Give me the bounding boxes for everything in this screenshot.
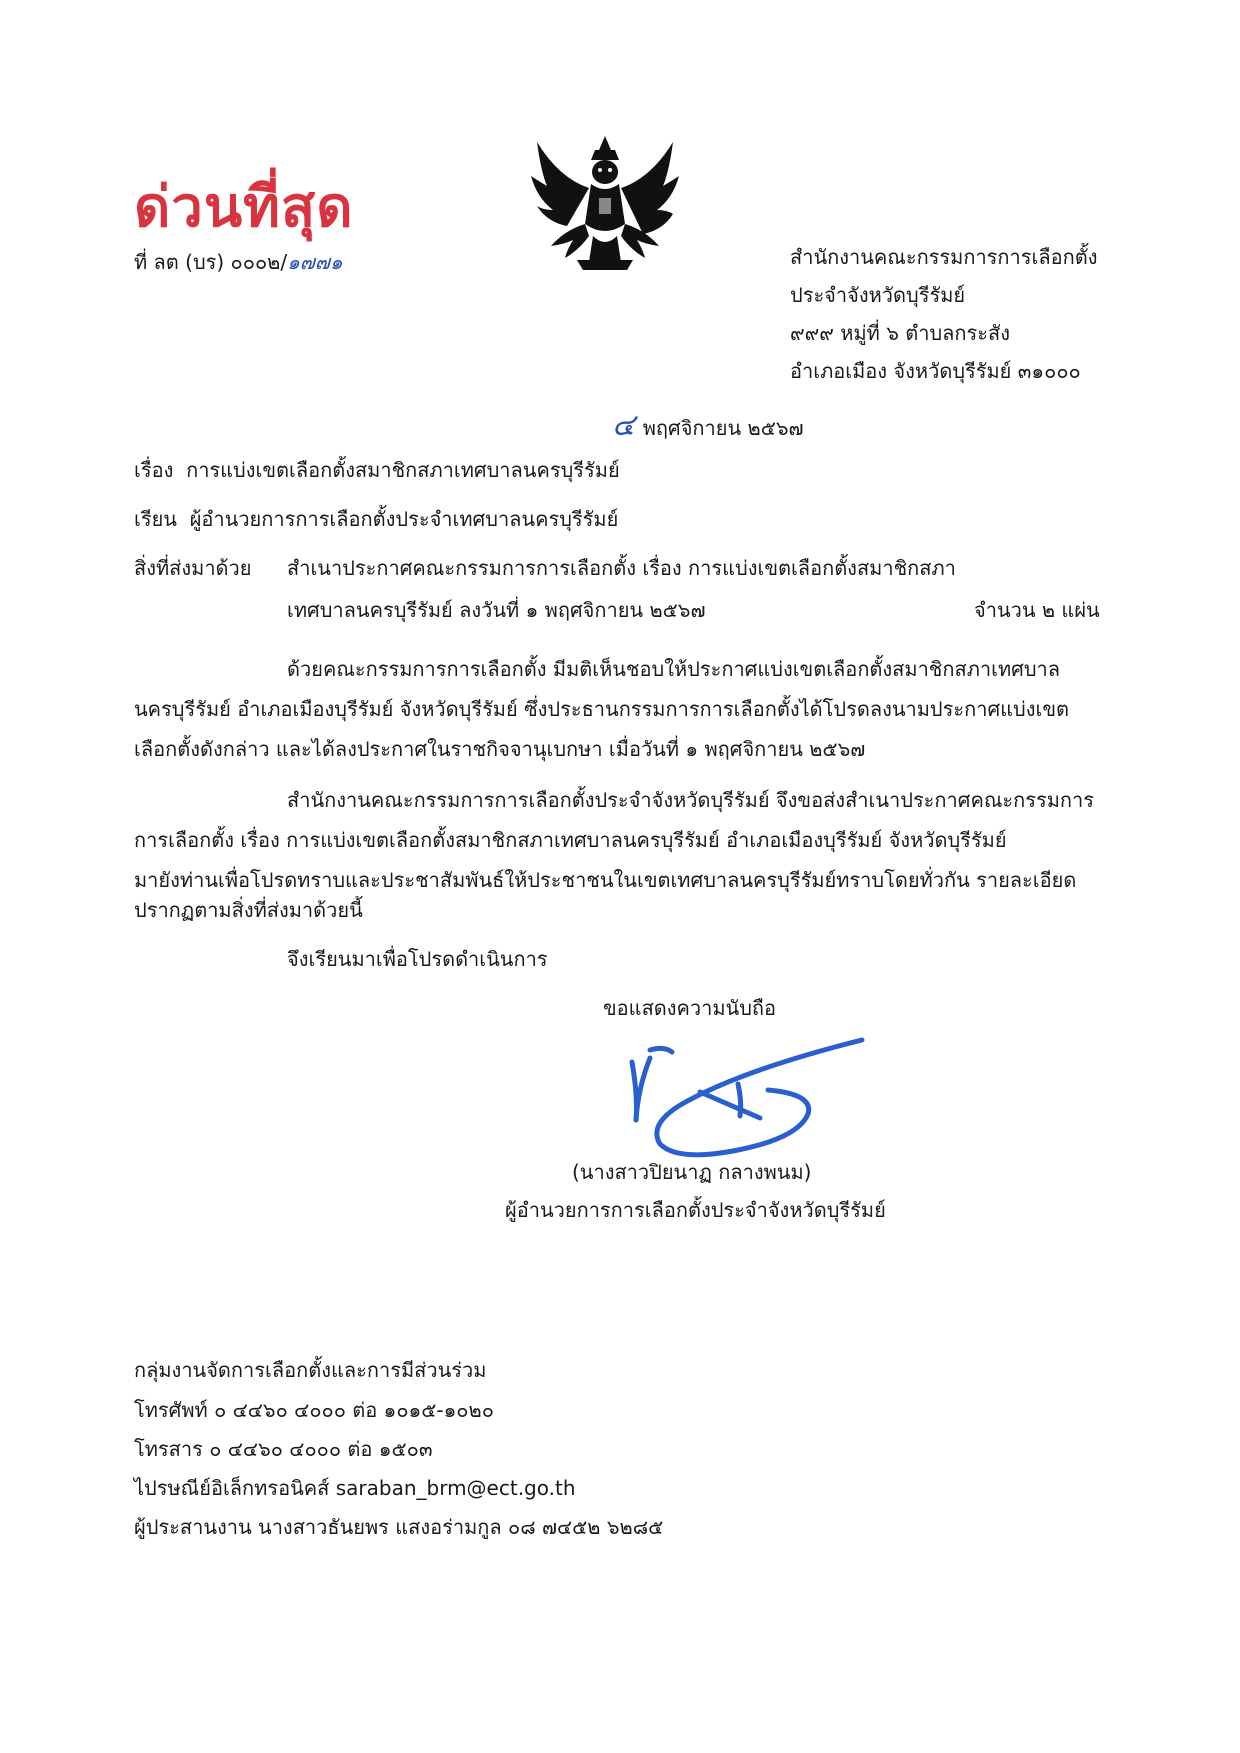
sender-address-line: ประจำจังหวัดบุรีรัมย์	[790, 283, 966, 307]
footer-line: ไปรษณีย์อิเล็กทรอนิคส์ saraban_brm@ect.go.th	[134, 1476, 576, 1500]
subject-label: เรื่อง	[134, 458, 174, 482]
enclosure-line-2: เทศบาลนครบุรีรัมย์ ลงวันที่ ๑ พฤศจิกายน ๒๕๖๗	[287, 598, 706, 622]
reference-number	[134, 250, 343, 274]
date-day-handwritten: ๔	[612, 408, 635, 443]
footer-line: กลุ่มงานจัดการเลือกตั้งและการมีส่วนร่วม	[134, 1358, 487, 1382]
subject-line	[134, 458, 620, 482]
reference-handwritten-number: ๑๗๗๑	[287, 250, 343, 274]
body-para2-line: การเลือกตั้ง เรื่อง การแบ่งเขตเลือกตั้งสมาชิกสภาเทศบาลนครบุรีรัมย์ อำเภอเมืองบุรีรัมย์ จังหวัดบุรีรัมย์	[134, 828, 1007, 852]
urgency-stamp: ด่วนที่สุด	[134, 175, 354, 240]
signatory-name: (นางสาวปิยนาฏ กลางพนม)	[572, 1160, 812, 1184]
body-para2-line: มายังท่านเพื่อโปรดทราบและประชาสัมพันธ์ให้ประชาชนในเขตเทศบาลนครบุรีรัมย์ทราบโดยทั่วกัน รายละเอียด	[134, 868, 1077, 892]
footer-line: โทรสาร ๐ ๔๔๖๐ ๔๐๐๐ ต่อ ๑๕๐๓	[134, 1437, 433, 1461]
letter-date	[612, 408, 804, 444]
date-month-year: พฤศจิกายน ๒๕๖๗	[642, 416, 804, 440]
recipient-text: ผู้อำนวยการการเลือกตั้งประจำเทศบาลนครบุรีรัมย์	[189, 507, 619, 531]
closing-line: จึงเรียนมาเพื่อโปรดดำเนินการ	[287, 947, 548, 971]
sender-address-line: อำเภอเมือง จังหวัดบุรีรัมย์ ๓๑๐๐๐	[790, 359, 1081, 383]
enclosure-line-1: สำเนาประกาศคณะกรรมการการเลือกตั้ง เรื่อง การแบ่งเขตเลือกตั้งสมาชิกสภา	[287, 556, 956, 580]
body-para1-line: เลือกตั้งดังกล่าว และได้ลงประกาศในราชกิจจานุเบกษา เมื่อวันที่ ๑ พฤศจิกายน ๒๕๖๗	[134, 737, 866, 761]
signature-mark	[610, 1028, 870, 1158]
body-para1-line: นครบุรีรัมย์ อำเภอเมืองบุรีรัมย์ จังหวัดบุรีรัมย์ ซึ่งประธานกรรมการการเลือกตั้งได้โปรดลงนามประกาศแบ่งเขต	[134, 697, 1069, 721]
footer-line: โทรศัพท์ ๐ ๔๔๖๐ ๔๐๐๐ ต่อ ๑๐๑๕-๑๐๒๐	[134, 1398, 494, 1422]
sender-address-line: ๙๙๙ หมู่ที่ ๖ ตำบลกระสัง	[790, 321, 1010, 345]
body-para1-line: ด้วยคณะกรรมการการเลือกตั้ง มีมติเห็นชอบให้ประกาศแบ่งเขตเลือกตั้งสมาชิกสภาเทศบาล	[287, 657, 1061, 681]
enclosure-label: สิ่งที่ส่งมาด้วย	[134, 556, 252, 580]
enclosure-count: จำนวน ๒ แผ่น	[974, 598, 1100, 622]
garuda-emblem-icon	[525, 128, 685, 278]
body-para2-line: ปรากฏตามสิ่งที่ส่งมาด้วยนี้	[134, 898, 363, 922]
sender-address-line: สำนักงานคณะกรรมการการเลือกตั้ง	[790, 245, 1098, 269]
reference-prefix: ที่ ลต (บร) ๐๐๐๒/	[134, 250, 288, 274]
body-para2-line: สำนักงานคณะกรรมการการเลือกตั้งประจำจังหวัดบุรีรัมย์ จึงขอส่งสำเนาประกาศคณะกรรมการ	[287, 788, 1094, 812]
regards-line: ขอแสดงความนับถือ	[603, 996, 777, 1020]
recipient-label: เรียน	[134, 507, 177, 531]
recipient-line	[134, 507, 618, 531]
signatory-position: ผู้อำนวยการการเลือกตั้งประจำจังหวัดบุรีรัมย์	[505, 1198, 886, 1222]
footer-line: ผู้ประสานงาน นางสาวธันยพร แสงอร่ามกูล ๐๘ ๗๔๕๒ ๖๒๘๕	[134, 1515, 664, 1539]
subject-text: การแบ่งเขตเลือกตั้งสมาชิกสภาเทศบาลนครบุรีรัมย์	[186, 458, 620, 482]
